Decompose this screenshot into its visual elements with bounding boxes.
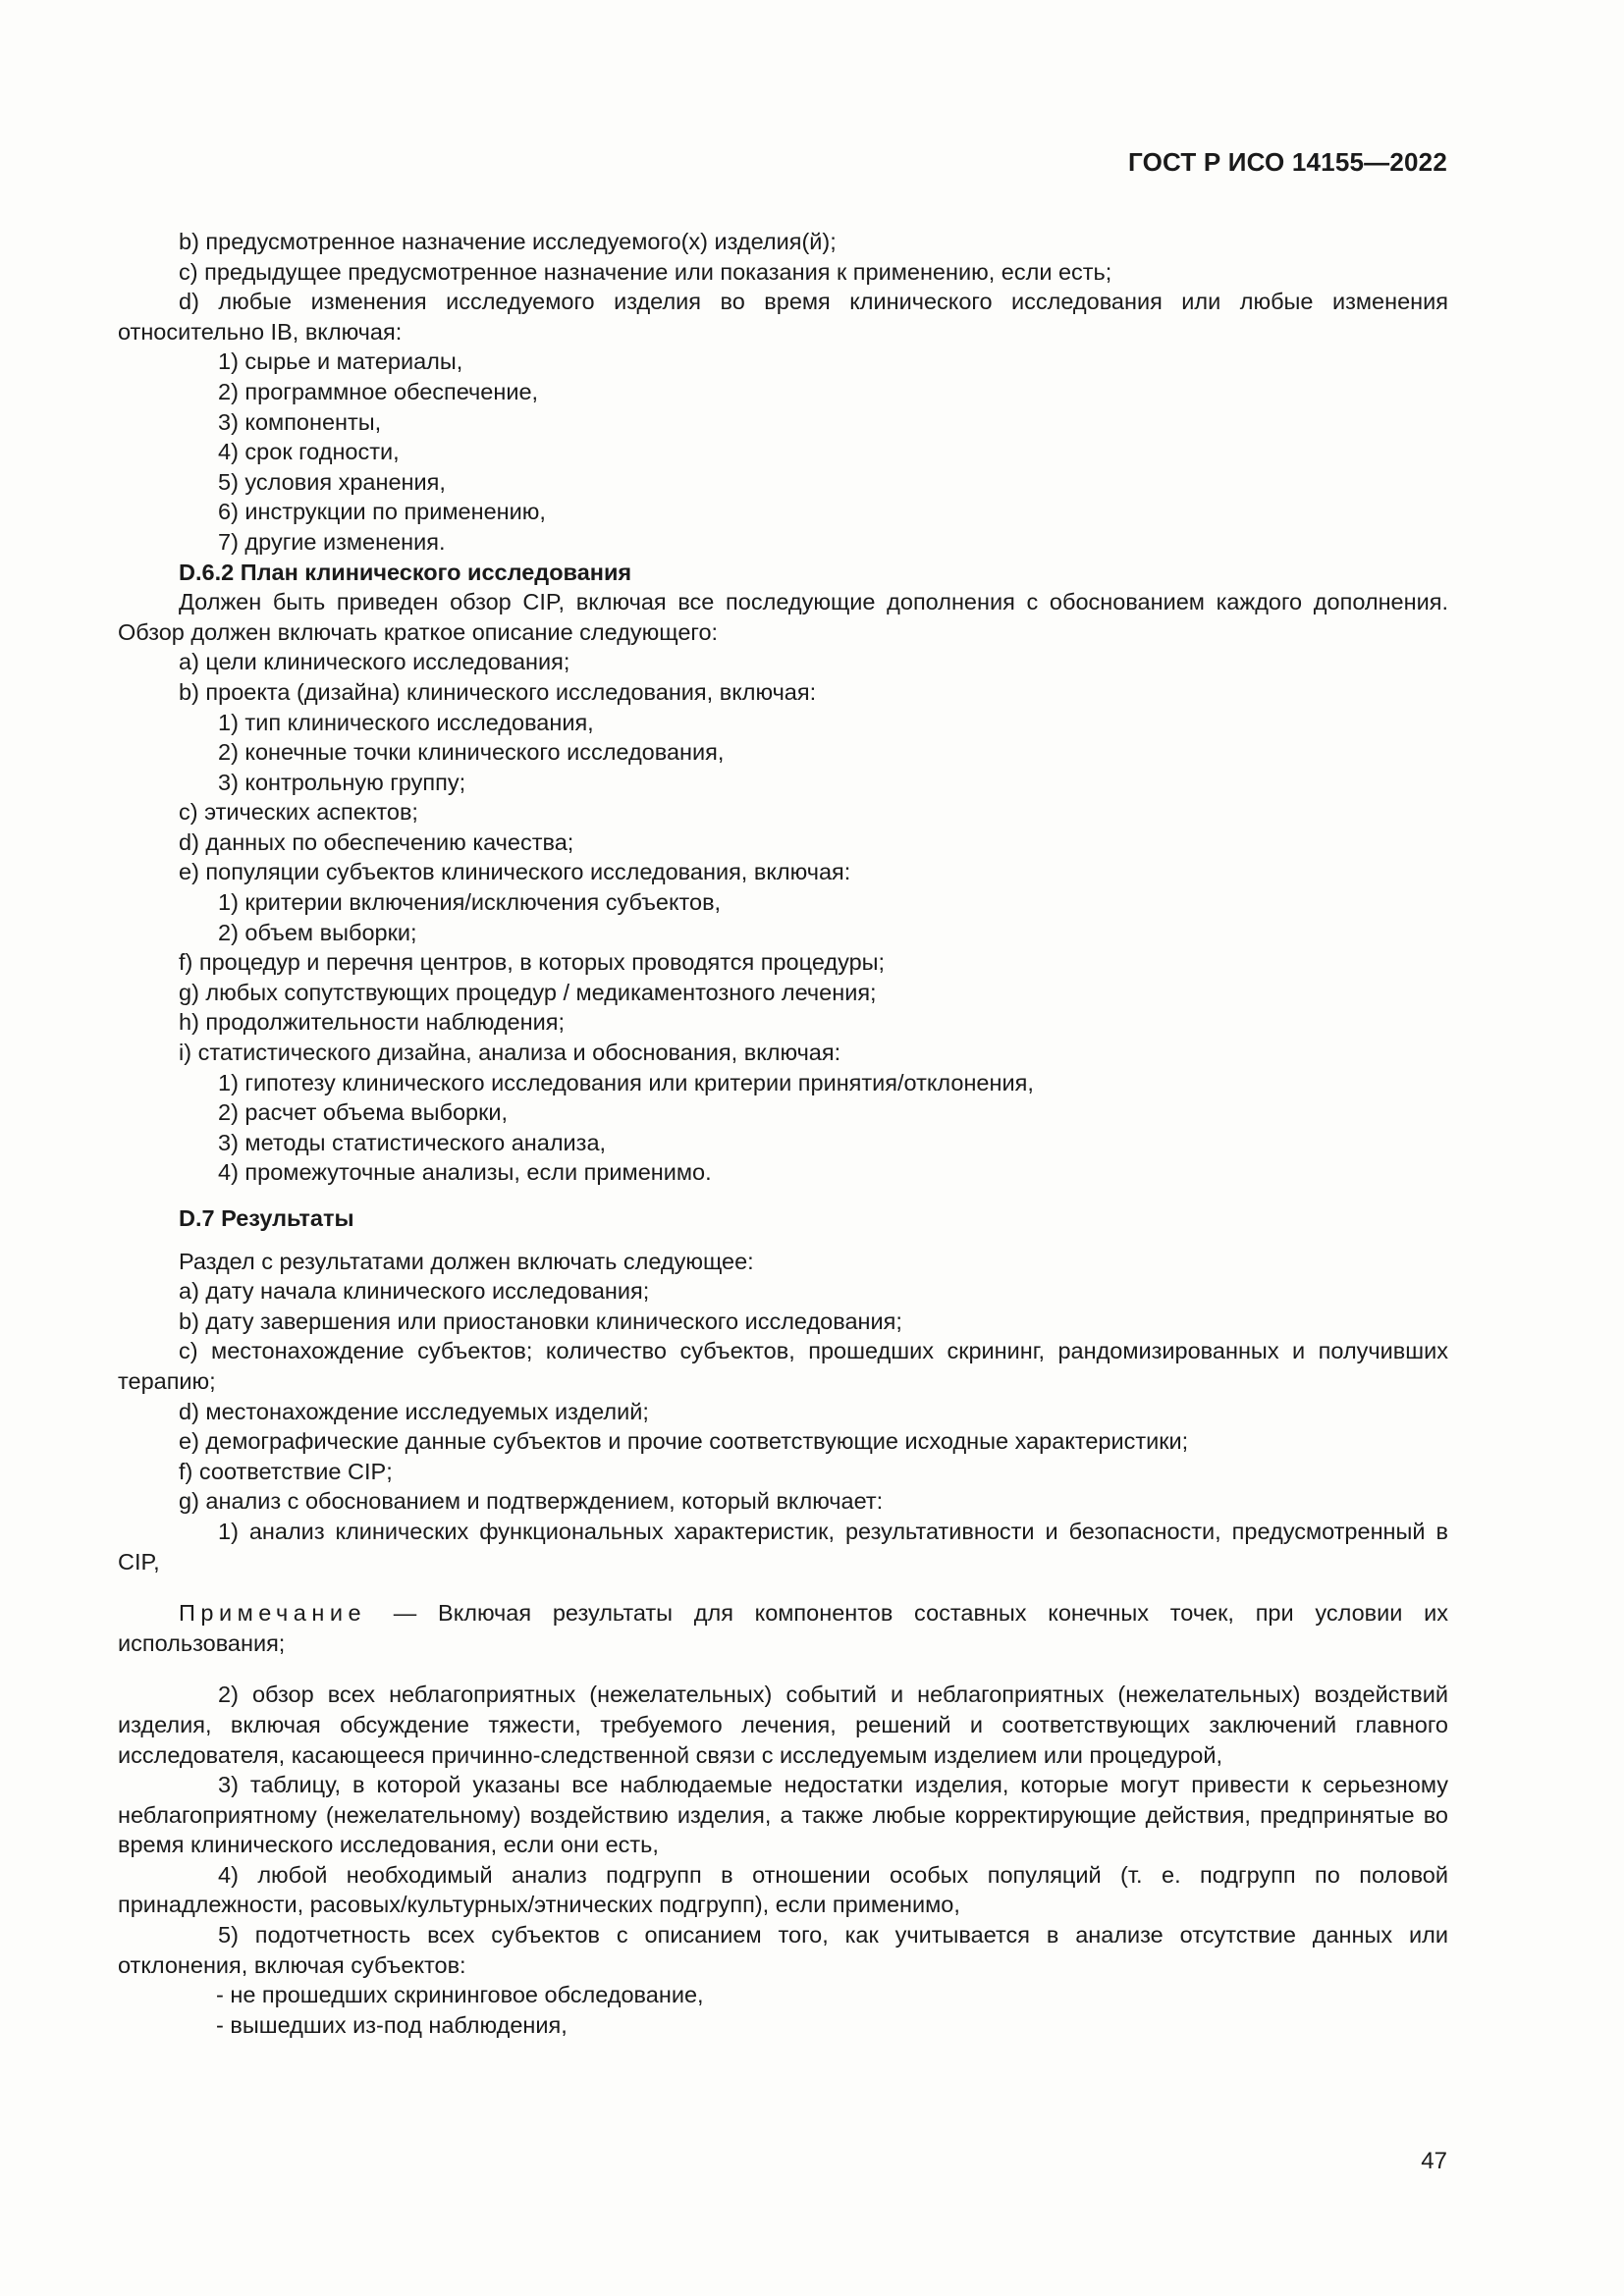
sub-list-item: 3) контрольную группу;	[218, 769, 466, 795]
sub-list-item: 2) обзор всех неблагоприятных (нежелательных) событий и неблагоприятных (нежелательных) воздействий изделия, включая обсуждение тяжести, требуемого лечения, решений и соответствующих заключений главного исследователя, касающееся причинно-следственной связи с исследуемым изделием или процедурой,	[118, 1682, 1448, 1768]
sub-list-item: 3) методы статистического анализа,	[218, 1129, 607, 1155]
note	[118, 1598, 1448, 1658]
section-heading-d7: D.7 Результаты	[179, 1205, 354, 1231]
sub-list-item: 4) любой необходимый анализ подгрупп в отношении особых популяций (т. е. подгрупп по половой принадлежности, расовых/культурных/этнических подгрупп), если применимо,	[118, 1861, 1448, 1918]
list-item: g) любых сопутствующих процедур / медикаментозного лечения;	[179, 979, 877, 1005]
list-item: h) продолжительности наблюдения;	[179, 1009, 565, 1036]
sub-list-item: 2) объем выборки;	[218, 919, 417, 945]
sub-list-item: 3) таблицу, в которой указаны все наблюдаемые недостатки изделия, которые могут привести к серьезному неблагоприятному (нежелательному) воздействию изделия, а также любые корректирующие действия, предпринятые во время клинического исследования, если они есть,	[118, 1772, 1448, 1858]
list-item: b) дату завершения или приостановки клинического исследования;	[179, 1308, 902, 1334]
list-item: e) популяции субъектов клинического исследования, включая:	[179, 859, 851, 885]
list-item: f) соответствие CIP;	[179, 1458, 393, 1484]
sub-list-item: 1) сырье и материалы,	[218, 348, 463, 375]
list-item: d) данных по обеспечению качества;	[179, 828, 574, 855]
paragraph: Раздел с результатами должен включать следующее:	[179, 1248, 754, 1274]
document-body	[118, 227, 1448, 2040]
list-item: a) цели клинического исследования;	[179, 649, 570, 675]
list-item: d) местонахождение исследуемых изделий;	[179, 1398, 649, 1424]
sub-list-item: 5) подотчетность всех субъектов с описанием того, как учитывается в анализе отсутствие данных или отклонения, включая субъектов:	[118, 1922, 1448, 1978]
sub-list-item: 1) тип клинического исследования,	[218, 709, 594, 735]
list-item: i) статистического дизайна, анализа и обоснования, включая:	[179, 1040, 841, 1066]
list-item: c) местонахождение субъектов; количество субъектов, прошедших скрининг, рандомизированных и получивших терапию;	[118, 1338, 1448, 1394]
sub-list-item: 4) срок годности,	[218, 439, 400, 465]
list-item: c) этических аспектов;	[179, 799, 418, 826]
dash-list-item: - не прошедших скрининговое обследование,	[216, 1982, 704, 2008]
sub-list-item: 1) критерии включения/исключения субъектов,	[218, 889, 722, 916]
sub-list-item: 7) другие изменения.	[218, 528, 446, 555]
list-item: d) любые изменения исследуемого изделия во время клинического исследования или любые изменения относительно IB, включая:	[118, 289, 1448, 345]
list-item: b) предусмотренное назначение исследуемого(х) изделия(й);	[179, 229, 837, 254]
list-item: b) проекта (дизайна) клинического исследования, включая:	[179, 678, 817, 705]
note-text: — Включая результаты для компонентов составных конечных точек, при условии их использования;	[118, 1600, 1448, 1656]
paragraph: Должен быть приведен обзор CIP, включая все последующие дополнения с обоснованием каждого дополнения. Обзор должен включать краткое описание следующего:	[118, 589, 1448, 645]
sub-list-item: 2) расчет объема выборки,	[218, 1099, 509, 1126]
sub-list-item: 2) конечные точки клинического исследования,	[218, 739, 725, 766]
list-item: c) предыдущее предусмотренное назначение или показания к применению, если есть;	[179, 258, 1112, 285]
note-label: Примечание	[179, 1600, 367, 1627]
list-item: f) процедур и перечня центров, в которых проводятся процедуры;	[179, 949, 886, 976]
page-number: 47	[1421, 2148, 1447, 2174]
sub-list-item: 5) условия хранения,	[218, 468, 446, 495]
sub-list-item: 2) программное обеспечение,	[218, 378, 539, 404]
dash-list-item: - вышедших из-под наблюдения,	[216, 2011, 568, 2038]
standard-header: ГОСТ Р ИСО 14155—2022	[1127, 147, 1447, 177]
list-item: e) демографические данные субъектов и прочие соответствующие исходные характеристики;	[179, 1428, 1189, 1455]
sub-list-item: 4) промежуточные анализы, если применимо.	[218, 1159, 712, 1186]
sub-list-item: 3) компоненты,	[218, 408, 382, 435]
sub-list-item: 6) инструкции по применению,	[218, 499, 546, 525]
list-item: a) дату начала клинического исследования;	[179, 1278, 650, 1305]
sub-list-item: 1) анализ клинических функциональных характеристик, результативности и безопасности, предусмотренный в CIP,	[118, 1518, 1448, 1575]
section-heading-d62: D.6.2 План клинического исследования	[179, 559, 632, 585]
sub-list-item: 1) гипотезу клинического исследования или критерии принятия/отклонения,	[218, 1069, 1034, 1095]
list-item: g) анализ с обоснованием и подтверждением, который включает:	[179, 1488, 884, 1515]
